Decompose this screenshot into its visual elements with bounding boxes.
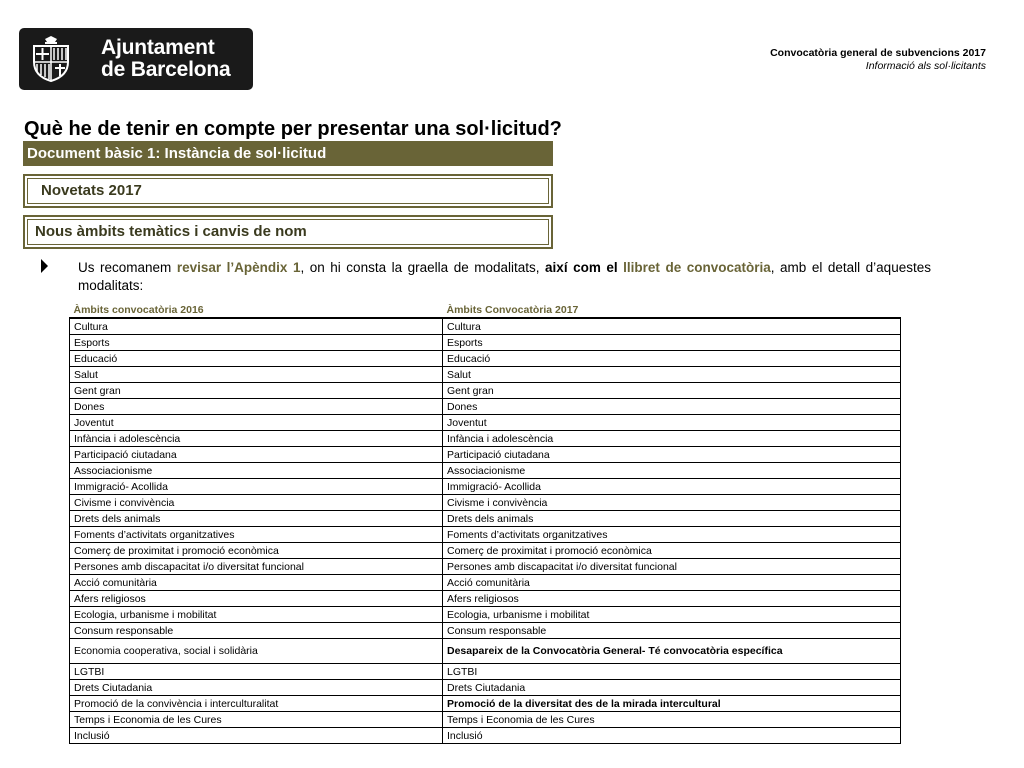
cell-2016: Persones amb discapacitat i/o diversitat funcional — [70, 559, 443, 575]
novetats-box: Novetats 2017 — [23, 174, 553, 208]
bullet-arrow-icon — [41, 259, 48, 273]
cell-2016: Esports — [70, 335, 443, 351]
cell-2017: Persones amb discapacitat i/o diversitat funcional — [443, 559, 901, 575]
table-row — [70, 415, 901, 431]
header-subtitle: Informació als sol·licitants — [865, 60, 986, 72]
cell-2016: Cultura — [70, 318, 443, 335]
cell-2017: Salut — [443, 367, 901, 383]
cell-2016: Drets dels animals — [70, 511, 443, 527]
table-row — [70, 680, 901, 696]
header-info — [770, 47, 986, 73]
recommendation-paragraph — [78, 259, 931, 295]
ambits-box: Nous àmbits temàtics i canvis de nom — [23, 215, 553, 249]
table-row — [70, 431, 901, 447]
cell-2017: Foments d’activitats organitzatives — [443, 527, 901, 543]
ambits-table — [69, 303, 901, 744]
table-row — [70, 383, 901, 399]
cell-2017: Drets dels animals — [443, 511, 901, 527]
table-row — [70, 712, 901, 728]
cell-2016: Infància i adolescència — [70, 431, 443, 447]
table-row — [70, 623, 901, 639]
table-row — [70, 479, 901, 495]
cell-2017: Immigració- Acollida — [443, 479, 901, 495]
table-row — [70, 639, 901, 664]
table-row — [70, 696, 901, 712]
table-row — [70, 575, 901, 591]
header-convocatoria: Convocatòria general de subvencions 2017 — [770, 47, 986, 59]
table-row — [70, 664, 901, 680]
cell-2016: Immigració- Acollida — [70, 479, 443, 495]
cell-2016: Comerç de proximitat i promoció econòmica — [70, 543, 443, 559]
cell-2016: Ecologia, urbanisme i mobilitat — [70, 607, 443, 623]
cell-2016: Temps i Economia de les Cures — [70, 712, 443, 728]
cell-2017: Dones — [443, 399, 901, 415]
cell-2016: Associacionisme — [70, 463, 443, 479]
ajuntament-logo — [19, 28, 253, 90]
cell-2017: Drets Ciutadania — [443, 680, 901, 696]
cell-2016: Dones — [70, 399, 443, 415]
logo-line-2: de Barcelona — [101, 58, 231, 81]
cell-2016: Salut — [70, 367, 443, 383]
table-row — [70, 607, 901, 623]
table-row — [70, 367, 901, 383]
cell-2017: Desapareix de la Convocatòria General- Té convocatòria específica — [443, 639, 901, 664]
cell-2017: Promoció de la diversitat des de la mirada intercultural — [443, 696, 901, 712]
para-text-3: , amb el detall d’aquestes modalitats: — [78, 260, 931, 293]
cell-2016: Drets Ciutadania — [70, 680, 443, 696]
header-2017: Àmbits Convocatòria 2017 — [443, 303, 901, 318]
cell-2016: Participació ciutadana — [70, 447, 443, 463]
table-row — [70, 543, 901, 559]
table-row — [70, 495, 901, 511]
cell-2017: Inclusió — [443, 728, 901, 744]
cell-2016: Economia cooperativa, social i solidària — [70, 639, 443, 664]
cell-2016: Foments d’activitats organitzatives — [70, 527, 443, 543]
document-section-bar: Document bàsic 1: Instància de sol·licitud — [23, 141, 553, 166]
logo-line-1: Ajuntament — [101, 36, 215, 59]
table-row — [70, 335, 901, 351]
cell-2017: Joventut — [443, 415, 901, 431]
barcelona-crest-icon — [31, 36, 71, 82]
cell-2017: Esports — [443, 335, 901, 351]
table-row — [70, 351, 901, 367]
cell-2017: Ecologia, urbanisme i mobilitat — [443, 607, 901, 623]
para-text-2: , on hi consta la graella de modalitats, — [300, 260, 546, 275]
cell-2017: Educació — [443, 351, 901, 367]
para-text-1: Us recomanem — [78, 260, 177, 275]
cell-2017: Comerç de proximitat i promoció econòmica — [443, 543, 901, 559]
apendix-link: revisar l’Apèndix 1 — [176, 260, 301, 275]
logo-text — [101, 37, 231, 81]
cell-2017: Afers religiosos — [443, 591, 901, 607]
table-row — [70, 463, 901, 479]
cell-2017: Infància i adolescència — [443, 431, 901, 447]
cell-2017: Consum responsable — [443, 623, 901, 639]
cell-2017: Cultura — [443, 318, 901, 335]
table-header-row — [70, 303, 901, 318]
llibret-link: llibret de convocatòria — [623, 260, 771, 275]
header-2016: Àmbits convocatòria 2016 — [70, 303, 443, 318]
table-row — [70, 527, 901, 543]
table-row — [70, 318, 901, 335]
cell-2017: Acció comunitària — [443, 575, 901, 591]
cell-2016: LGTBI — [70, 664, 443, 680]
cell-2016: Educació — [70, 351, 443, 367]
table-row — [70, 399, 901, 415]
cell-2016: Acció comunitària — [70, 575, 443, 591]
cell-2016: Gent gran — [70, 383, 443, 399]
table-row — [70, 511, 901, 527]
cell-2017: Participació ciutadana — [443, 447, 901, 463]
table-row — [70, 559, 901, 575]
table-row — [70, 591, 901, 607]
cell-2017: LGTBI — [443, 664, 901, 680]
table-body — [70, 318, 901, 744]
cell-2016: Civisme i convivència — [70, 495, 443, 511]
cell-2016: Inclusió — [70, 728, 443, 744]
cell-2017: Civisme i convivència — [443, 495, 901, 511]
cell-2016: Joventut — [70, 415, 443, 431]
cell-2017: Gent gran — [443, 383, 901, 399]
cell-2016: Consum responsable — [70, 623, 443, 639]
cell-2016: Promoció de la convivència i interculturalitat — [70, 696, 443, 712]
cell-2017: Temps i Economia de les Cures — [443, 712, 901, 728]
table-row — [70, 728, 901, 744]
cell-2016: Afers religiosos — [70, 591, 443, 607]
cell-2017: Associacionisme — [443, 463, 901, 479]
table-row — [70, 447, 901, 463]
para-text-bold: així com el — [545, 260, 618, 275]
page-title: Què he de tenir en compte per presentar una sol·licitud? — [24, 118, 562, 140]
